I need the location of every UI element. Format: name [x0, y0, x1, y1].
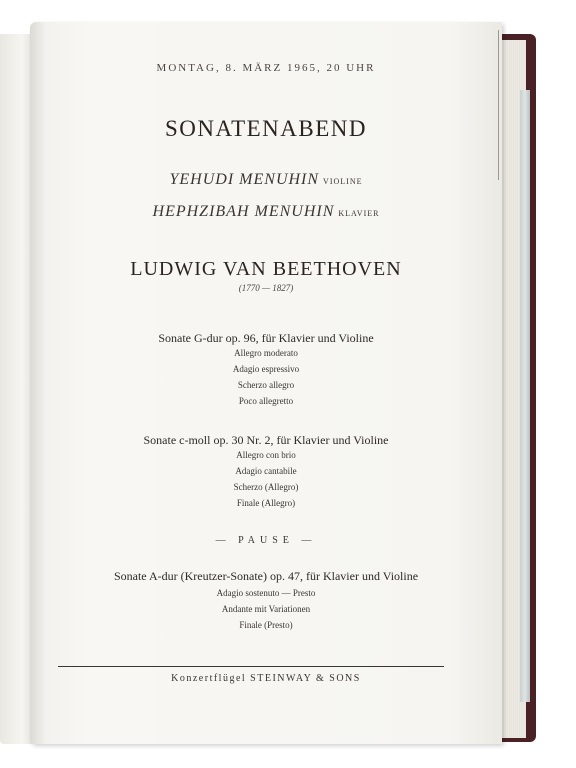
movement: Finale (Presto)	[239, 620, 293, 630]
piano-credit: Konzertflügel STEINWAY & SONS	[171, 673, 361, 684]
page-tab	[520, 90, 530, 702]
movement: Adagio sostenuto — Presto	[216, 588, 316, 598]
concert-date: MONTAG, 8. MÄRZ 1965, 20 UHR	[156, 62, 376, 74]
performer-instrument: KLAVIER	[338, 209, 380, 218]
movement: Allegro moderato	[234, 348, 298, 358]
intermission: — PAUSE —	[215, 535, 317, 546]
movement: Adagio cantabile	[235, 466, 297, 476]
performer-name: YEHUDI MENUHIN	[169, 171, 320, 188]
movement: Poco allegretto	[238, 396, 294, 406]
movement: Finale (Allegro)	[236, 498, 296, 508]
movement: Andante mit Variationen	[221, 604, 311, 614]
composer-name: LUDWIG VAN BEETHOVEN	[130, 258, 402, 280]
work-title: Sonate A-dur (Kreutzer-Sonate) op. 47, für Klavier und Violine	[113, 569, 419, 583]
performer-name: HEPHZIBAH MENUHIN	[152, 203, 335, 220]
performer-instrument: VIOLINE	[323, 177, 363, 186]
program-title: SONATENABEND	[165, 116, 367, 141]
movement: Adagio espressivo	[232, 364, 300, 374]
work-title: Sonate G-dur op. 96, für Klavier und Violine	[158, 331, 374, 345]
performer-piano	[30, 203, 502, 221]
performer-violin	[30, 171, 502, 189]
page-fold-line	[498, 30, 499, 180]
movement: Allegro con brio	[236, 450, 296, 460]
movement: Scherzo allegro	[237, 380, 295, 390]
movement: Scherzo (Allegro)	[233, 482, 299, 492]
work-title: Sonate c-moll op. 30 Nr. 2, für Klavier und Violine	[143, 433, 389, 447]
footer-divider	[58, 666, 444, 667]
composer-dates: (1770 — 1827)	[238, 283, 294, 293]
